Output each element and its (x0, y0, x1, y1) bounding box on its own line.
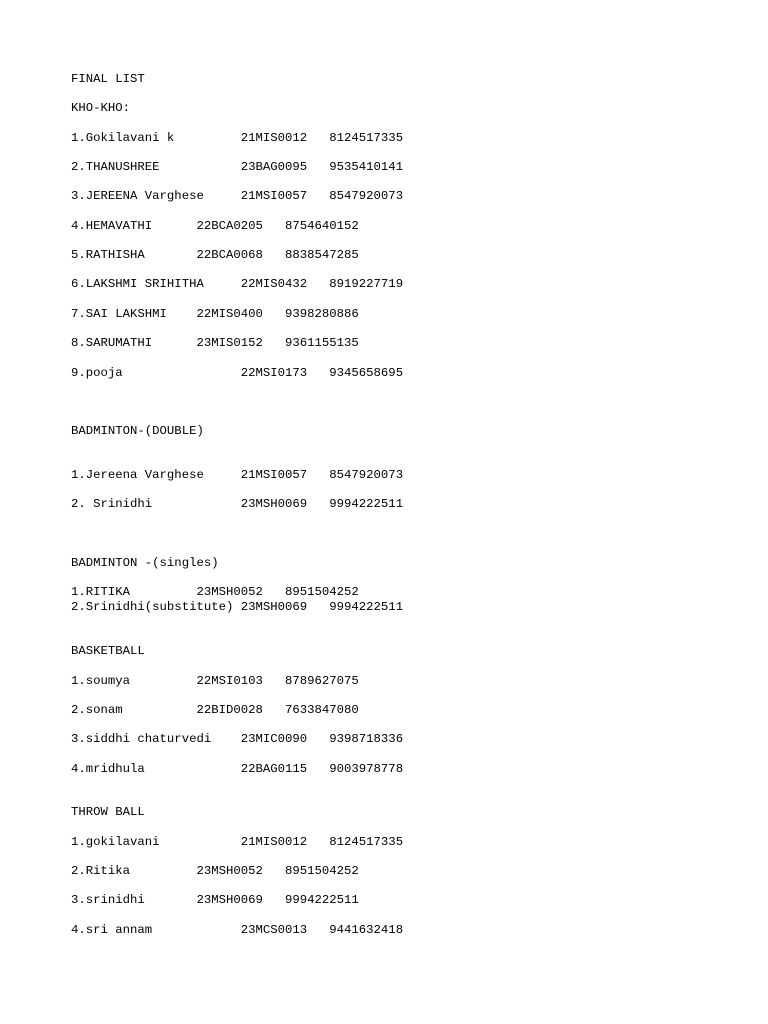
list-item: 1.Gokilavani k 21MIS0012 8124517335 (71, 131, 404, 145)
section-heading-badminton-double: BADMINTON-(DOUBLE) (71, 424, 204, 438)
list-item: 2.Ritika 23MSH0052 8951504252 (71, 864, 359, 878)
list-item: 1.soumya 22MSI0103 8789627075 (71, 674, 359, 688)
list-item: 2.Srinidhi(substitute) 23MSH0069 9994222511 (71, 600, 404, 614)
list-item: 1.Jereena Varghese 21MSI0057 8547920073 (71, 468, 404, 482)
list-item: 3.JEREENA Varghese 21MSI0057 8547920073 (71, 189, 404, 203)
list-item: 4.HEMAVATHI 22BCA0205 8754640152 (71, 219, 359, 233)
list-item: 3.siddhi chaturvedi 23MIC0090 9398718336 (71, 732, 404, 746)
list-item: 5.RATHISHA 22BCA0068 8838547285 (71, 248, 359, 262)
list-item: 6.LAKSHMI SRIHITHA 22MIS0432 8919227719 (71, 277, 404, 291)
list-item: 2. Srinidhi 23MSH0069 9994222511 (71, 497, 404, 511)
list-item: 2.THANUSHREE 23BAG0095 9535410141 (71, 160, 404, 174)
section-heading-basketball: BASKETBALL (71, 644, 145, 658)
section-heading-throw-ball: THROW BALL (71, 805, 145, 819)
list-item: 3.srinidhi 23MSH0069 9994222511 (71, 893, 359, 907)
list-item: 1.RITIKA 23MSH0052 8951504252 (71, 585, 359, 599)
list-item: 8.SARUMATHI 23MIS0152 9361155135 (71, 336, 359, 350)
list-item: 4.mridhula 22BAG0115 9003978778 (71, 762, 404, 776)
section-heading-kho-kho: KHO-KHO: (71, 101, 131, 115)
list-item: 2.sonam 22BID0028 7633847080 (71, 703, 359, 717)
document-title: FINAL LIST (71, 72, 145, 86)
section-heading-badminton-singles: BADMINTON -(singles) (71, 556, 219, 570)
list-item: 1.gokilavani 21MIS0012 8124517335 (71, 835, 404, 849)
list-item: 4.sri annam 23MCS0013 9441632418 (71, 923, 404, 937)
list-item: 7.SAI LAKSHMI 22MIS0400 9398280886 (71, 307, 359, 321)
list-item: 9.pooja 22MSI0173 9345658695 (71, 366, 404, 380)
